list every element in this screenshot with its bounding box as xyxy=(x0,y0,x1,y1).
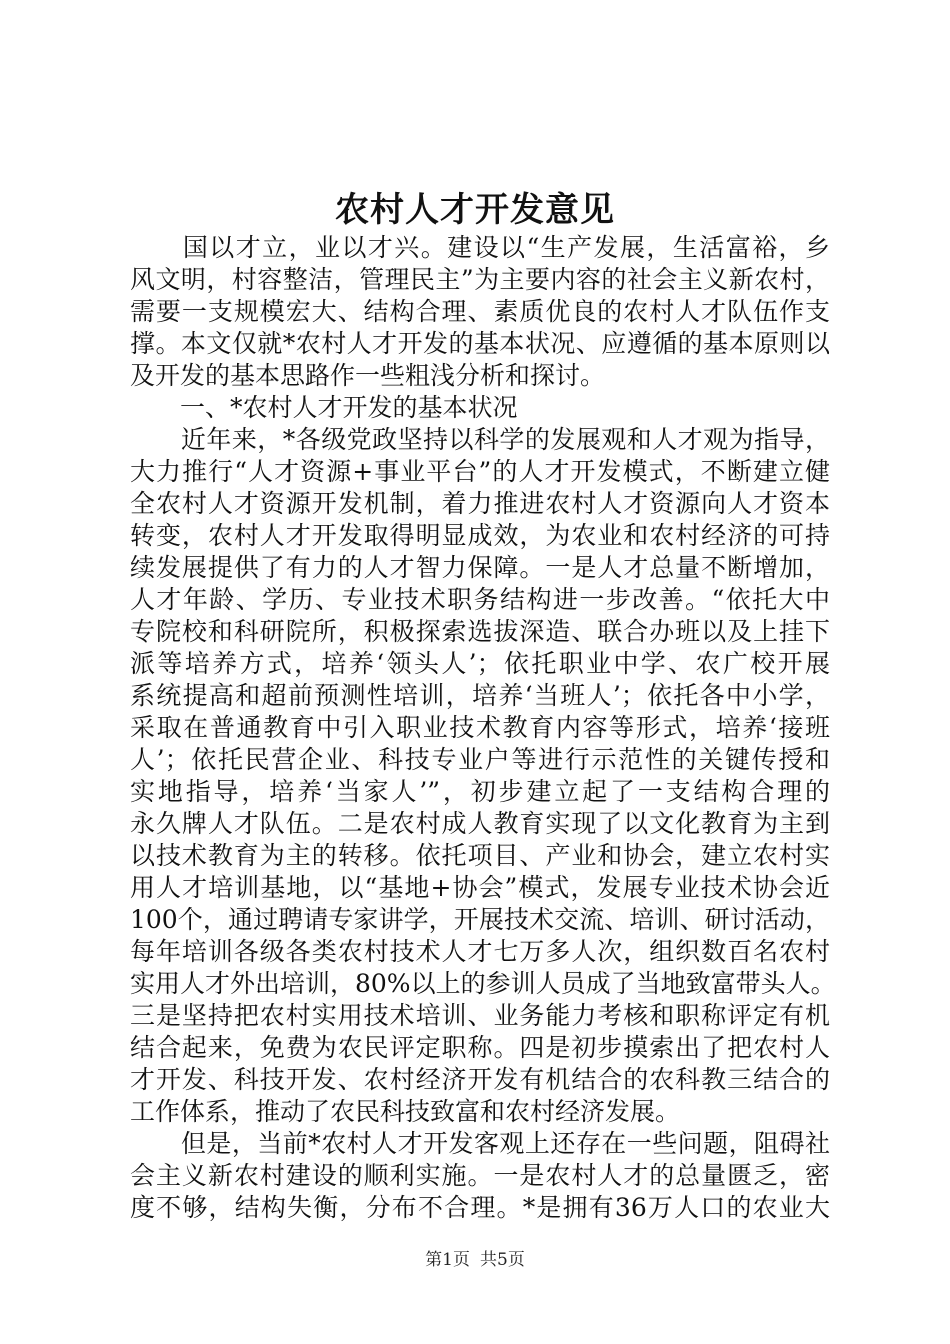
text-line: 但是，当前*农村人才开发客观上还存在一些问题，阻碍社 xyxy=(130,1129,830,1158)
text-line: 实地指导，培养‘当家人’”，初步建立起了一支结构合理的 xyxy=(130,777,830,806)
paragraph-problems xyxy=(130,1128,830,1224)
text-line: 续发展提供了有力的人才智力保障。一是人才总量不断增加， xyxy=(130,553,830,582)
page-footer xyxy=(0,1245,950,1270)
text-line: 转变，农村人才开发取得明显成效，为农业和农村经济的可持 xyxy=(130,521,830,550)
text-line: 人’；依托民营企业、科技专业户等进行示范性的关键传授和 xyxy=(130,745,830,774)
text-line: 实用人才外出培训，80%以上的参训人员成了当地致富带头人。 xyxy=(130,969,836,998)
text-line: 工作体系，推动了农民科技致富和农村经济发展。 xyxy=(130,1097,681,1126)
text-line: 永久牌人才队伍。二是农村成人教育实现了以文化教育为主到 xyxy=(130,809,830,838)
document-title: 农村人才开发意见 xyxy=(335,190,615,230)
text-line: 每年培训各级各类农村技术人才七万多人次，组织数百名农村 xyxy=(130,937,830,966)
text-line: 会主义新农村建设的顺利实施。一是农村人才的总量匮乏，密 xyxy=(130,1161,830,1190)
text-line: 近年来，*各级党政坚持以科学的发展观和人才观为指导， xyxy=(130,425,830,454)
text-line: 结合起来，免费为农民评定职称。四是初步摸索出了把农村人 xyxy=(130,1033,830,1062)
text-line: 及开发的基本思路作一些粗浅分析和探讨。 xyxy=(130,361,606,390)
text-line: 人才年龄、学历、专业技术职务结构进一步改善。“依托大中 xyxy=(130,585,830,614)
text-line: 需要一支规模宏大、结构合理、素质优良的农村人才队伍作支 xyxy=(130,297,830,326)
text-line: 大力推行“人才资源+事业平台”的人才开发模式，不断建立健 xyxy=(130,457,830,486)
text-line: 度不够，结构失衡，分布不合理。*是拥有36万人口的农业大 xyxy=(130,1193,830,1222)
page-number: 第1页 xyxy=(425,1250,470,1270)
text-line: 100个，通过聘请专家讲学，开展技术交流、培训、研讨活动， xyxy=(130,905,830,934)
text-line: 派等培养方式，培养‘领头人’；依托职业中学、农广校开展 xyxy=(130,649,830,678)
text-line: 国以才立，业以才兴。建设以“生产发展，生活富裕，乡 xyxy=(130,233,830,262)
document-body xyxy=(130,232,836,1224)
section-heading xyxy=(130,392,830,424)
text-line: 才开发、科技开发、农村经济开发有机结合的农科教三结合的 xyxy=(130,1065,830,1094)
text-line: 全农村人才资源开发机制，着力推进农村人才资源向人才资本 xyxy=(130,489,830,518)
text-line: 以技术教育为主的转移。依托项目、产业和协会，建立农村实 xyxy=(130,841,830,870)
text-line: 撑。本文仅就*农村人才开发的基本状况、应遵循的基本原则以 xyxy=(130,329,830,358)
text-line: 采取在普通教育中引入职业技术教育内容等形式，培养‘接班 xyxy=(130,713,830,742)
paragraph-status xyxy=(130,424,836,1128)
page-total: 共5页 xyxy=(480,1250,525,1270)
text-line: 用人才培训基地，以“基地+协会”模式，发展专业技术协会近 xyxy=(130,873,830,902)
section-heading-text: 一、*农村人才开发的基本状况 xyxy=(130,393,518,422)
paragraph-intro xyxy=(130,232,830,392)
text-line: 专院校和科研院所，积极探索选拔深造、联合办班以及上挂下 xyxy=(130,617,830,646)
text-line: 三是坚持把农村实用技术培训、业务能力考核和职称评定有机 xyxy=(130,1001,830,1030)
text-line: 系统提高和超前预测性培训，培养‘当班人’；依托各中小学， xyxy=(130,681,830,710)
text-line: 风文明，村容整洁，管理民主”为主要内容的社会主义新农村， xyxy=(130,265,830,294)
